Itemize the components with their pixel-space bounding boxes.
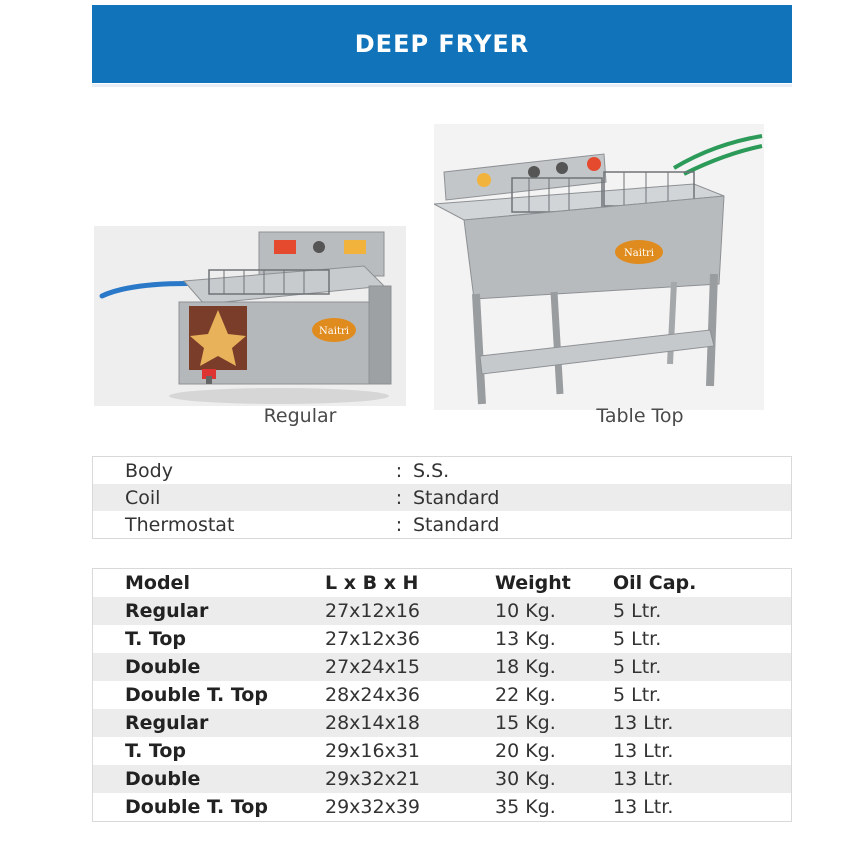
cell-dimensions: 27x12x16 xyxy=(325,597,495,625)
banner-divider xyxy=(92,84,792,87)
model-table xyxy=(92,568,792,822)
spec-key: Coil xyxy=(93,484,386,511)
cell-oil-capacity: 5 Ltr. xyxy=(613,653,792,681)
title-banner xyxy=(92,5,792,83)
brand-badge-text: Naitri xyxy=(624,248,654,259)
cell-model: Double T. Top xyxy=(125,684,268,706)
cell-dimensions: 27x24x15 xyxy=(325,653,495,681)
cell-oil-capacity: 13 Ltr. xyxy=(613,796,674,818)
spec-value: S.S. xyxy=(413,459,450,482)
cell-weight: 20 Kg. xyxy=(495,740,556,762)
table-row xyxy=(93,793,792,822)
cell-model: T. Top xyxy=(125,628,186,650)
spec-table xyxy=(92,456,792,539)
cell-weight: 18 Kg. xyxy=(495,653,613,681)
spec-row xyxy=(93,484,792,511)
cell-weight: 22 Kg. xyxy=(495,684,556,706)
table-top-fryer-photo xyxy=(434,124,764,410)
table-row xyxy=(93,765,792,793)
caption-table-top: Table Top xyxy=(596,405,684,427)
cell-oil-capacity: 13 Ltr. xyxy=(613,740,674,762)
column-header-weight: Weight xyxy=(495,572,571,594)
cell-model: Double xyxy=(93,653,326,681)
cell-dimensions: 27x12x36 xyxy=(325,628,421,650)
brand-badge-text: Naitri xyxy=(319,326,349,337)
table-row xyxy=(93,597,792,625)
cell-model: T. Top xyxy=(125,740,186,762)
cell-weight: 30 Kg. xyxy=(495,765,613,793)
cell-dimensions: 28x24x36 xyxy=(325,684,421,706)
column-header-model: Model xyxy=(125,572,190,594)
spec-separator: : xyxy=(395,459,403,482)
regular-fryer-photo xyxy=(94,226,406,406)
caption-regular: Regular xyxy=(263,405,337,427)
cell-weight: 10 Kg. xyxy=(495,597,613,625)
cell-model: Regular xyxy=(93,597,326,625)
cell-oil-capacity: 13 Ltr. xyxy=(613,765,792,793)
spec-row xyxy=(93,511,792,539)
cell-model: Double T. Top xyxy=(125,796,268,818)
spec-row xyxy=(93,457,792,485)
table-row xyxy=(93,625,792,653)
spec-separator: : xyxy=(395,513,403,536)
cell-dimensions: 29x16x31 xyxy=(325,740,421,762)
cell-dimensions: 29x32x21 xyxy=(325,765,495,793)
column-header-dimensions: L x B x H xyxy=(325,572,419,594)
cell-weight: 15 Kg. xyxy=(495,709,613,737)
table-row xyxy=(93,681,792,709)
cell-oil-capacity: 5 Ltr. xyxy=(613,628,662,650)
cell-oil-capacity: 5 Ltr. xyxy=(613,684,662,706)
page-title: DEEP FRYER xyxy=(354,30,530,58)
spec-key: Thermostat xyxy=(125,513,235,536)
spec-value: Standard xyxy=(413,513,500,536)
cell-weight: 35 Kg. xyxy=(495,796,556,818)
cell-dimensions: 29x32x39 xyxy=(325,796,421,818)
column-header-oil-capacity: Oil Cap. xyxy=(613,572,697,594)
cell-oil-capacity: 13 Ltr. xyxy=(613,709,792,737)
cell-model: Double xyxy=(93,765,326,793)
cell-weight: 13 Kg. xyxy=(495,628,556,650)
spec-key: Body xyxy=(125,459,173,482)
model-table-header xyxy=(93,569,792,598)
table-row xyxy=(93,709,792,737)
cell-oil-capacity: 5 Ltr. xyxy=(613,597,792,625)
table-row xyxy=(93,653,792,681)
spec-separator: : xyxy=(385,484,413,511)
spec-value: Standard xyxy=(413,484,792,511)
cell-model: Regular xyxy=(93,709,326,737)
cell-dimensions: 28x14x18 xyxy=(325,709,495,737)
table-row xyxy=(93,737,792,765)
